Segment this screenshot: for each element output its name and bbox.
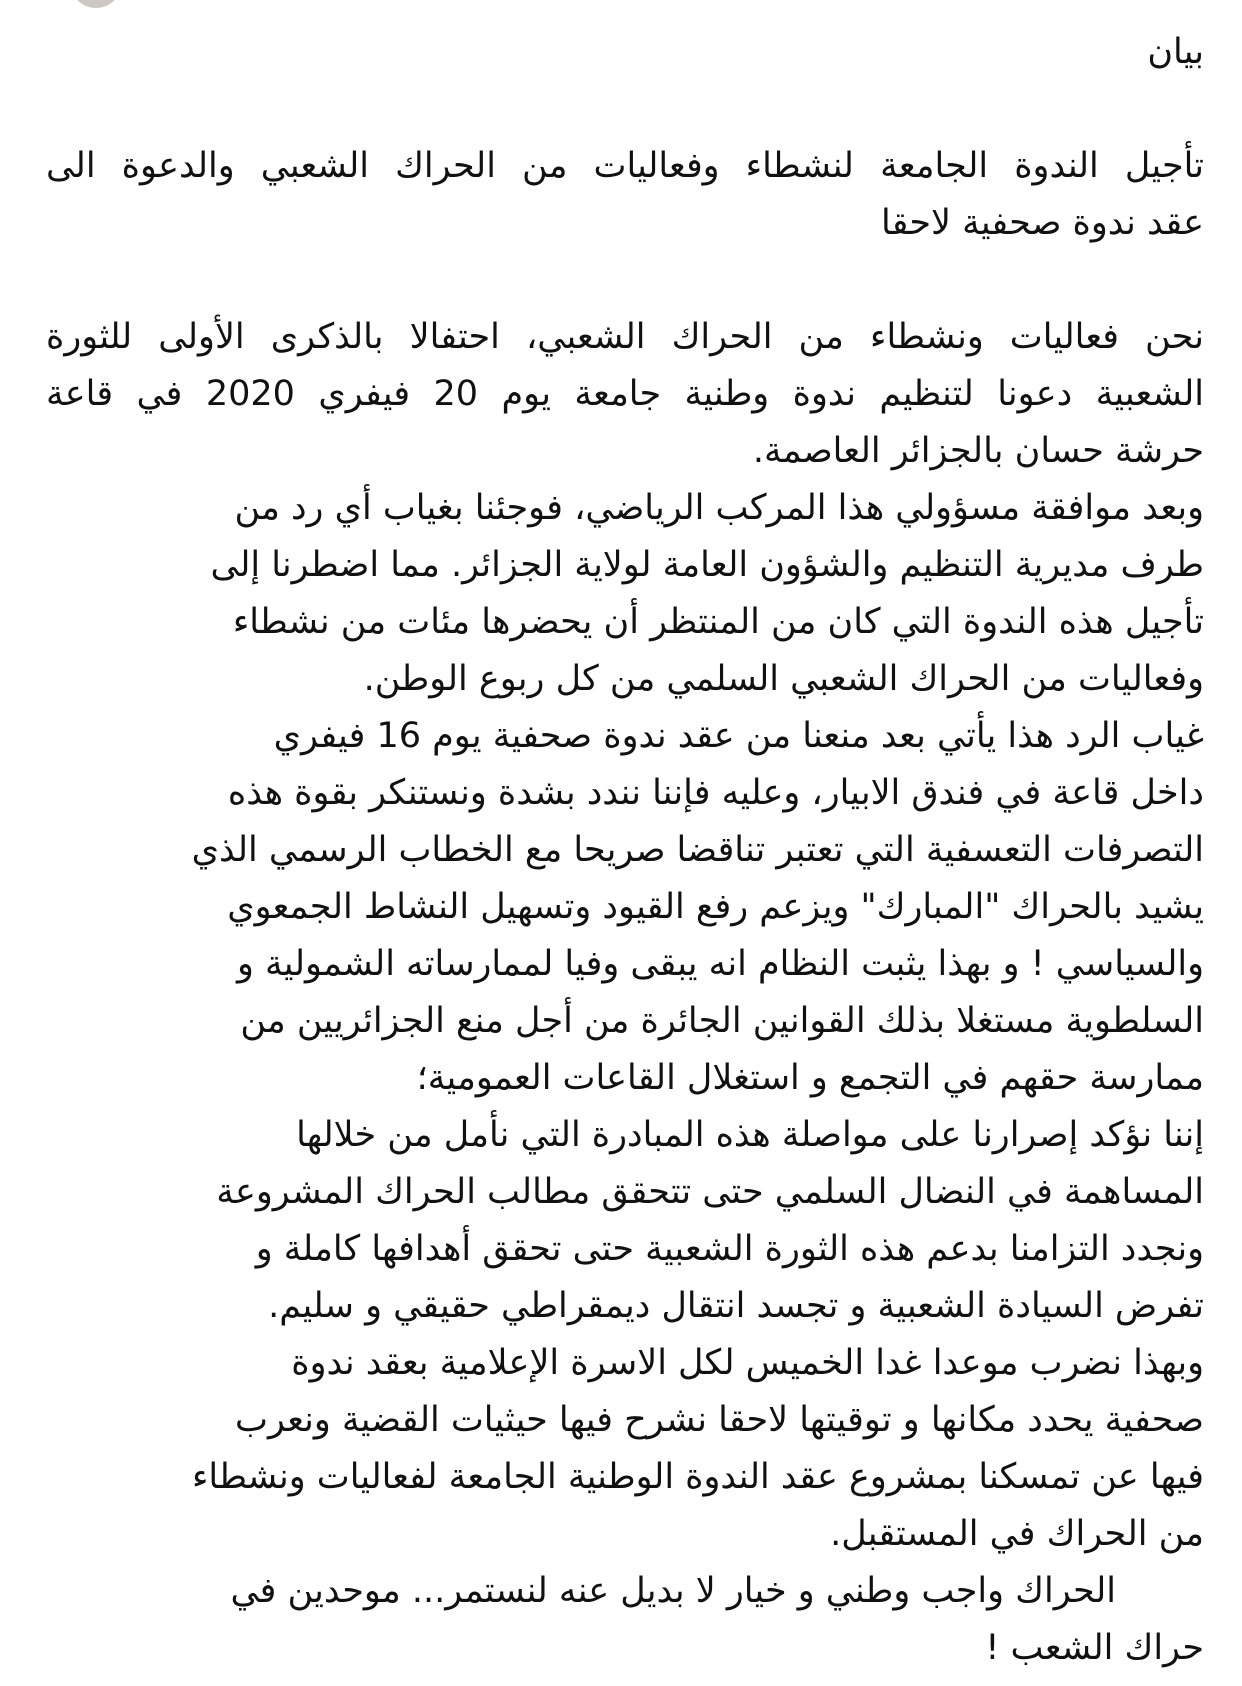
statement-title-line: عقد ندوة صحفية لاحقا — [881, 203, 1204, 243]
body-line: إننا نؤكد إصرارنا على مواصلة هذه المبادرة التي نأمل من خلالها — [296, 1115, 1204, 1155]
closing-line: الحراك واجب وطني و خيار لا بديل عنه لنستمر... موحدين في — [230, 1571, 1116, 1611]
closing-line: حراك الشعب ! — [985, 1628, 1204, 1668]
body-line: نحن فعاليات ونشطاء من الحراك الشعبي، احتفالا بالذكرى الأولى للثورة — [46, 317, 1204, 357]
body-line: تأجيل هذه الندوة التي كان من المنتظر أن يحضرها مئات من نشطاء — [232, 602, 1204, 642]
statement-heading: بيان — [1147, 32, 1204, 72]
body-line: فيها عن تمسكنا بمشروع عقد الندوة الوطنية الجامعة لفعاليات ونشطاء — [191, 1457, 1204, 1497]
body-line: يشيد بالحراك "المبارك" ويزعم رفع القيود وتسهيل النشاط الجمعوي — [227, 887, 1204, 927]
spacer — [46, 252, 1204, 309]
avatar — [70, 0, 122, 8]
body-line: التصرفات التعسفية التي تعتبر تناقضا صريحا مع الخطاب الرسمي الذي — [191, 830, 1204, 870]
body-line: تفرض السيادة الشعبية و تجسد انتقال ديمقراطي حقيقي و سليم. — [268, 1286, 1204, 1326]
body-line: صحفية يحدد مكانها و توقيتها لاحقا نشرح فيها حيثيات القضية ونعرب — [235, 1400, 1204, 1440]
body-line: المساهمة في النضال السلمي حتى تتحقق مطالب الحراك المشروعة — [216, 1172, 1204, 1212]
body-line: وفعاليات من الحراك الشعبي السلمي من كل ربوع الوطن. — [363, 659, 1204, 699]
body-line: وبهذا نضرب موعدا غدا الخميس لكل الاسرة الإعلامية بعقد ندوة — [291, 1343, 1204, 1383]
body-line: طرف مديرية التنظيم والشؤون العامة لولاية الجزائر. مما اضطرنا إلى — [210, 545, 1204, 585]
body-line: والسياسي ! و بهذا يثبت النظام انه يبقى وفيا لممارساته الشمولية و — [236, 944, 1204, 984]
body-line: داخل قاعة في فندق الابيار، وعليه فإننا نندد بشدة ونستنكر بقوة هذه — [227, 773, 1204, 813]
body-line: من الحراك في المستقبل. — [830, 1514, 1204, 1554]
body-line: ونجدد التزامنا بدعم هذه الثورة الشعبية حتى تحقق أهدافها كاملة و — [255, 1229, 1204, 1269]
body-line: السلطوية مستغلا بذلك القوانين الجائرة من أجل منع الجزائريين من — [240, 1001, 1204, 1041]
body-line: حرشة حسان بالجزائر العاصمة. — [752, 431, 1204, 471]
body-line: ممارسة حقهم في التجمع و استغلال القاعات العمومية؛ — [416, 1058, 1204, 1098]
body-line: غياب الرد هذا يأتي بعد منعنا من عقد ندوة صحفية يوم 16 فيفري — [273, 716, 1204, 756]
statement-title-line: تأجيل الندوة الجامعة لنشطاء وفعاليات من الحراك الشعبي والدعوة الى — [46, 146, 1204, 186]
body-line: وبعد موافقة مسؤولي هذا المركب الرياضي، فوجئنا بغياب أي رد من — [234, 488, 1204, 528]
statement-post — [46, 24, 1204, 1677]
body-line: الشعبية دعونا لتنظيم ندوة وطنية جامعة يوم 20 فيفري 2020 في قاعة — [46, 374, 1204, 414]
spacer — [46, 81, 1204, 138]
